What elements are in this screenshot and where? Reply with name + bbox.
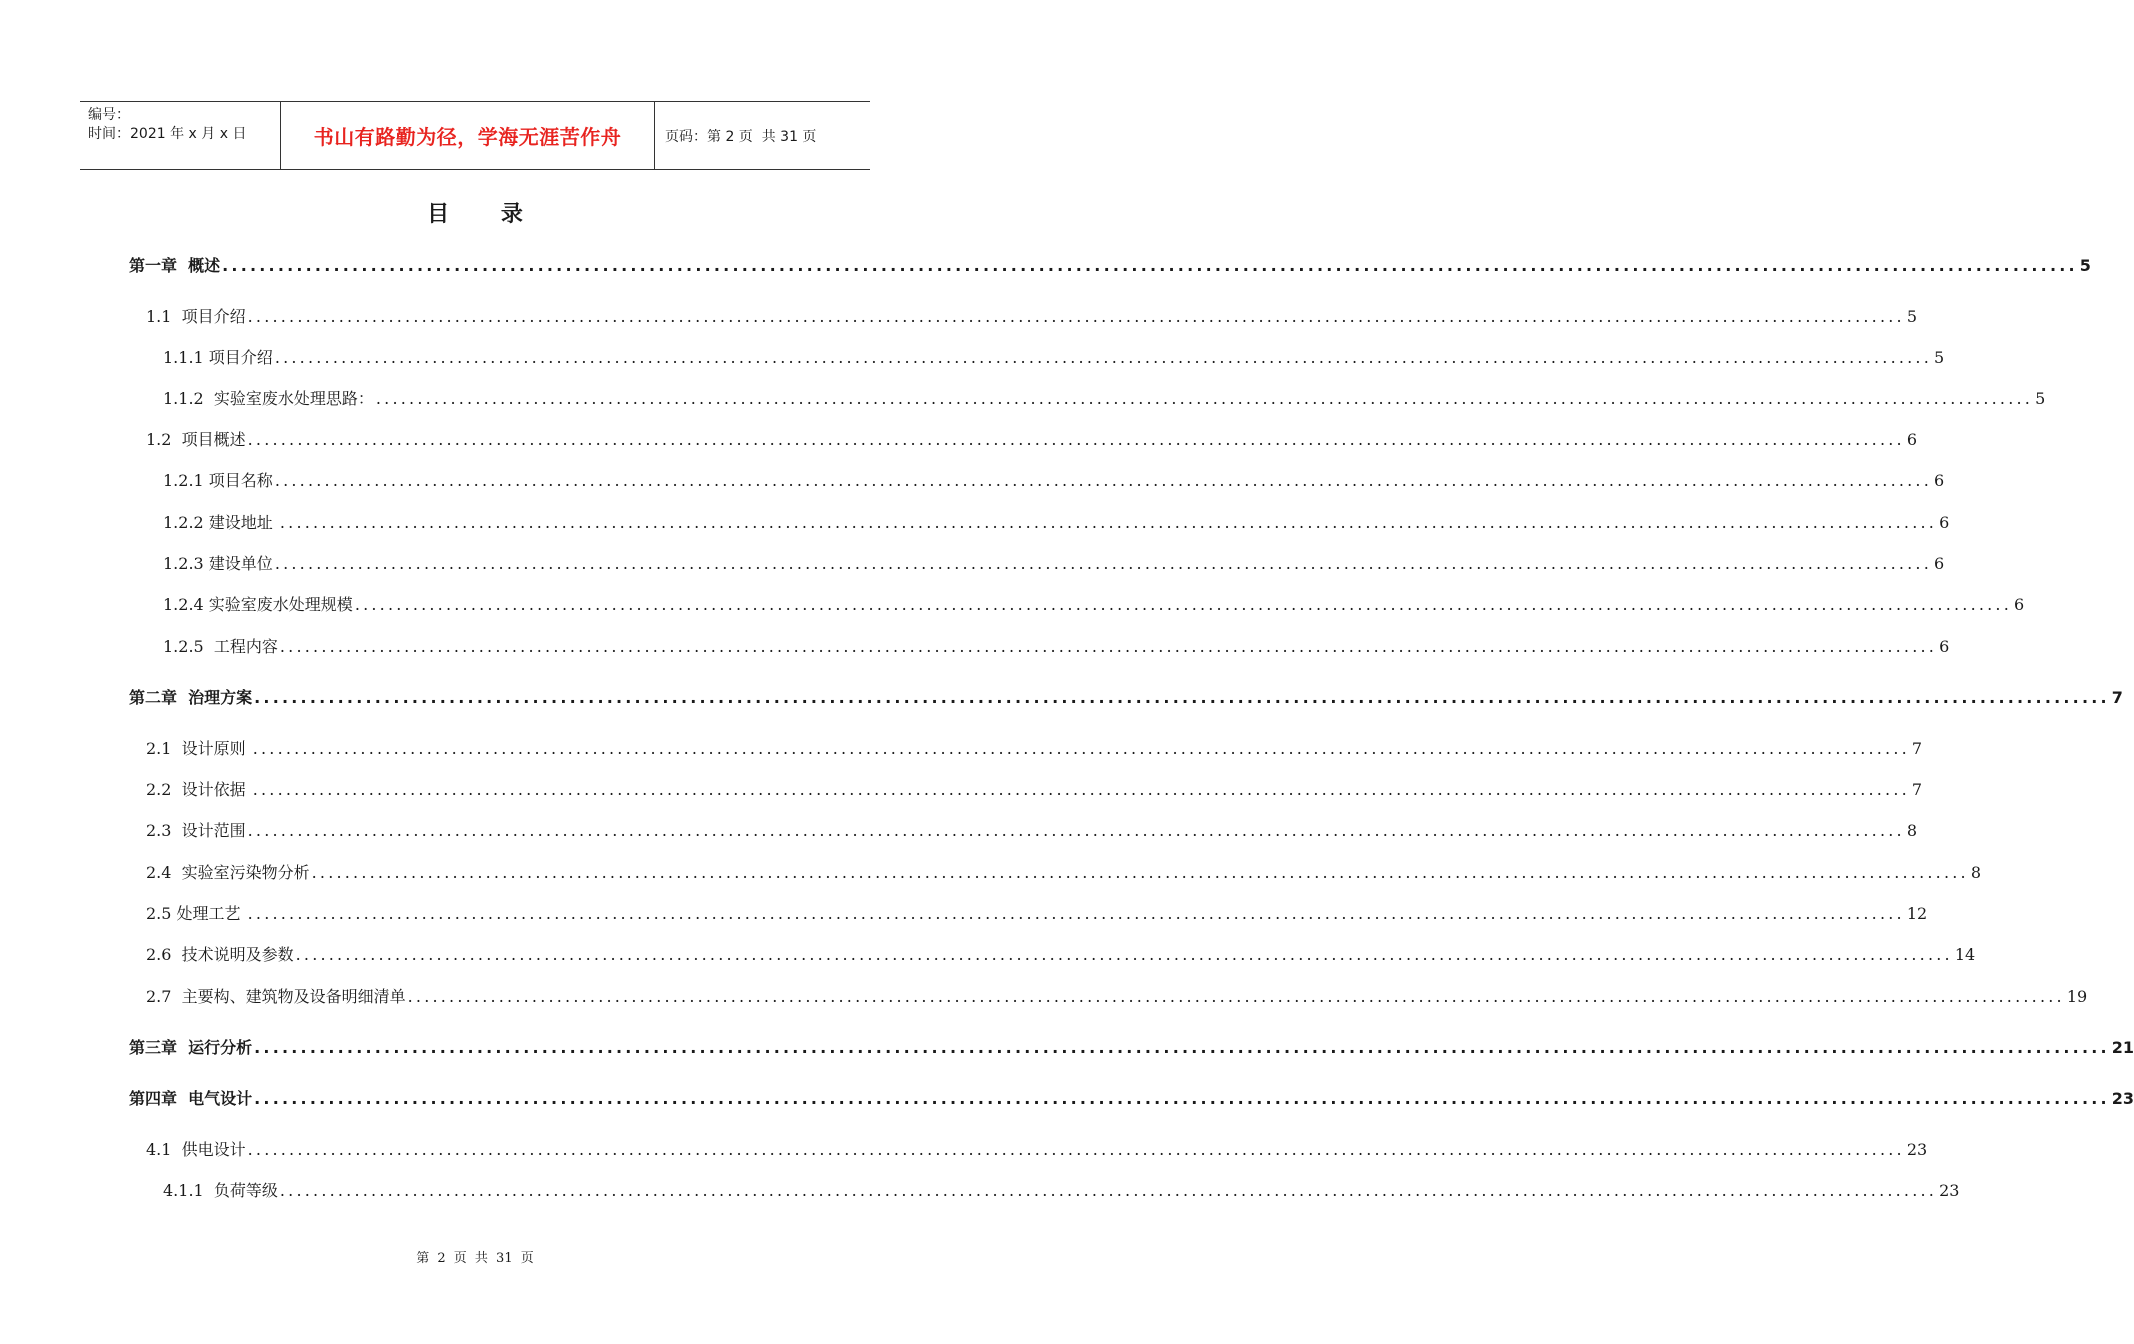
toc-entry-title: 2.5 处理工艺 bbox=[146, 904, 246, 923]
toc-leader-dots: ........................................................................................................................................................................................................ bbox=[407, 987, 2065, 1006]
toc-entry-page: 6 bbox=[1906, 430, 1917, 449]
toc-entry-page: 12 bbox=[1906, 904, 1928, 923]
toc-entry-title: 1.1.1 项目介绍 bbox=[163, 348, 273, 367]
toc-entry-title: 1.2.1 项目名称 bbox=[163, 471, 273, 490]
toc-entry-page: 6 bbox=[1934, 471, 1945, 490]
document-time: 时间：2021 年 x 月 x 日 bbox=[88, 126, 247, 142]
toc-entry-page: 7 bbox=[1911, 780, 1923, 799]
toc-entry-title: 第三章 运行分析 bbox=[129, 1038, 253, 1057]
toc-entry-page: 6 bbox=[1939, 637, 1950, 656]
toc-entry-title: 第四章 电气设计 bbox=[129, 1089, 253, 1108]
toc-entry[interactable] bbox=[146, 738, 1923, 760]
toc-entry-title: 第一章 概述 bbox=[129, 256, 221, 275]
footer-page-number: 第 2 页 共 31 页 bbox=[416, 1251, 534, 1266]
toc-leader-dots: ........................................................................................................................................................................................................ bbox=[247, 821, 1905, 840]
toc-entry[interactable] bbox=[146, 903, 1928, 925]
toc-entry-title: 1.1.2 实验室废水处理思路： bbox=[163, 389, 374, 408]
toc-leader-dots: ........................................................................................................................................................................................................ bbox=[254, 688, 2110, 707]
toc-entry-title: 1.2.3 建设单位 bbox=[163, 554, 273, 573]
toc-entry[interactable] bbox=[163, 594, 2025, 616]
toc-entry-page: 6 bbox=[2014, 595, 2025, 614]
page-code-text: 页码：第 2 页 共 31 页 bbox=[665, 128, 817, 145]
toc-chapter-entry[interactable] bbox=[129, 1037, 2134, 1059]
toc-leader-dots: ........................................................................................................................................................................................................ bbox=[295, 945, 1953, 964]
toc-leader-dots: ........................................................................................................................................................................................................ bbox=[279, 637, 1938, 656]
toc-entry-page: 14 bbox=[1954, 945, 1976, 964]
toc-entry-page: 8 bbox=[1970, 863, 1981, 882]
header-motto: 书山有路勤为径，学海无涯苦作舟 bbox=[281, 102, 655, 169]
toc-entry-page: 7 bbox=[2111, 688, 2123, 707]
toc-entry-title: 1.2.4 实验室废水处理规模 bbox=[163, 595, 353, 614]
toc-entry-title: 1.1 项目介绍 bbox=[146, 307, 246, 326]
toc-entry-title: 2.4 实验室污染物分析 bbox=[146, 863, 310, 882]
toc-leader-dots: ........................................................................................................................................................................................................ bbox=[279, 513, 1938, 532]
toc-entry[interactable] bbox=[163, 1180, 1960, 1202]
toc-chapter-entry[interactable] bbox=[129, 1088, 2134, 1110]
toc-entry-title: 1.2 项目概述 bbox=[146, 430, 246, 449]
page-footer bbox=[0, 1247, 950, 1266]
toc-entry[interactable] bbox=[163, 347, 1945, 369]
toc-entry-title: 2.6 技术说明及参数 bbox=[146, 945, 294, 964]
toc-entry-page: 5 bbox=[1906, 307, 1917, 326]
toc-leader-dots: ........................................................................................................................................................................................................ bbox=[311, 863, 1969, 882]
toc-entry[interactable] bbox=[146, 944, 1976, 966]
toc-entry-title: 4.1 供电设计 bbox=[146, 1140, 246, 1159]
toc-entry[interactable] bbox=[163, 553, 1945, 575]
toc-entry-page: 5 bbox=[2035, 389, 2046, 408]
toc-leader-dots: ........................................................................................................................................................................................................ bbox=[247, 307, 1905, 326]
toc-entry[interactable] bbox=[146, 429, 1917, 451]
toc-entry-page: 5 bbox=[2079, 256, 2091, 275]
toc-entry-page: 19 bbox=[2066, 987, 2088, 1006]
toc-entry[interactable] bbox=[163, 512, 1950, 534]
toc-entry-title: 2.3 设计范围 bbox=[146, 821, 246, 840]
toc-leader-dots: ........................................................................................................................................................................................................ bbox=[274, 554, 1932, 573]
toc-entry-page: 6 bbox=[1939, 513, 1950, 532]
toc-entry[interactable] bbox=[146, 820, 1917, 842]
toc-entry-title: 4.1.1 负荷等级 bbox=[163, 1181, 278, 1200]
toc-leader-dots: ........................................................................................................................................................................................................ bbox=[247, 904, 1905, 923]
toc-entry-page: 5 bbox=[1934, 348, 1945, 367]
toc-entry[interactable] bbox=[146, 986, 2088, 1008]
toc-entry-page: 23 bbox=[1906, 1140, 1928, 1159]
toc-entry-page: 23 bbox=[1939, 1181, 1960, 1200]
toc-entry[interactable] bbox=[146, 1139, 1928, 1161]
toc-entry[interactable] bbox=[146, 779, 1923, 801]
toc-leader-dots: ........................................................................................................................................................................................................ bbox=[375, 389, 2034, 408]
toc-leader-dots: ........................................................................................................................................................................................................ bbox=[247, 430, 1905, 449]
toc-entry-page: 6 bbox=[1934, 554, 1945, 573]
toc-entry[interactable] bbox=[163, 388, 2046, 410]
toc-entry[interactable] bbox=[163, 470, 1945, 492]
toc-leader-dots: ........................................................................................................................................................................................................ bbox=[274, 348, 1932, 367]
toc-leader-dots: ........................................................................................................................................................................................................ bbox=[247, 1140, 1905, 1159]
toc-entry-page: 23 bbox=[2111, 1089, 2134, 1108]
document-number-label: 编号： bbox=[88, 107, 130, 123]
toc-entry[interactable] bbox=[146, 862, 1981, 884]
toc-leader-dots: ........................................................................................................................................................................................................ bbox=[252, 780, 1910, 799]
toc-entry-title: 1.2.2 建设地址 bbox=[163, 513, 278, 532]
toc-entry[interactable] bbox=[163, 636, 1950, 658]
toc-entry-title: 2.1 设计原则 bbox=[146, 739, 251, 758]
toc-entry-page: 21 bbox=[2111, 1038, 2134, 1057]
toc-leader-dots: ........................................................................................................................................................................................................ bbox=[252, 739, 1910, 758]
toc-entry-page: 7 bbox=[1911, 739, 1923, 758]
toc-chapter-entry[interactable] bbox=[129, 687, 2123, 709]
toc-leader-dots: ........................................................................................................................................................................................................ bbox=[354, 595, 2012, 614]
toc-chapter-entry[interactable] bbox=[129, 255, 2091, 277]
toc-entry-title: 1.2.5 工程内容 bbox=[163, 637, 278, 656]
toc-title: 目 录 bbox=[427, 202, 545, 227]
toc-leader-dots: ........................................................................................................................................................................................................ bbox=[279, 1181, 1938, 1200]
toc-entry-title: 第二章 治理方案 bbox=[129, 688, 253, 707]
toc-leader-dots: ........................................................................................................................................................................................................ bbox=[222, 256, 2078, 275]
toc-leader-dots: ........................................................................................................................................................................................................ bbox=[254, 1038, 2110, 1057]
toc-entry[interactable] bbox=[146, 306, 1917, 328]
toc-entry-title: 2.2 设计依据 bbox=[146, 780, 251, 799]
toc-leader-dots: ........................................................................................................................................................................................................ bbox=[274, 471, 1932, 490]
toc-entry-page: 8 bbox=[1906, 821, 1917, 840]
toc-leader-dots: ........................................................................................................................................................................................................ bbox=[254, 1089, 2110, 1108]
toc-entry-title: 2.7 主要构、建筑物及设备明细清单 bbox=[146, 987, 406, 1006]
